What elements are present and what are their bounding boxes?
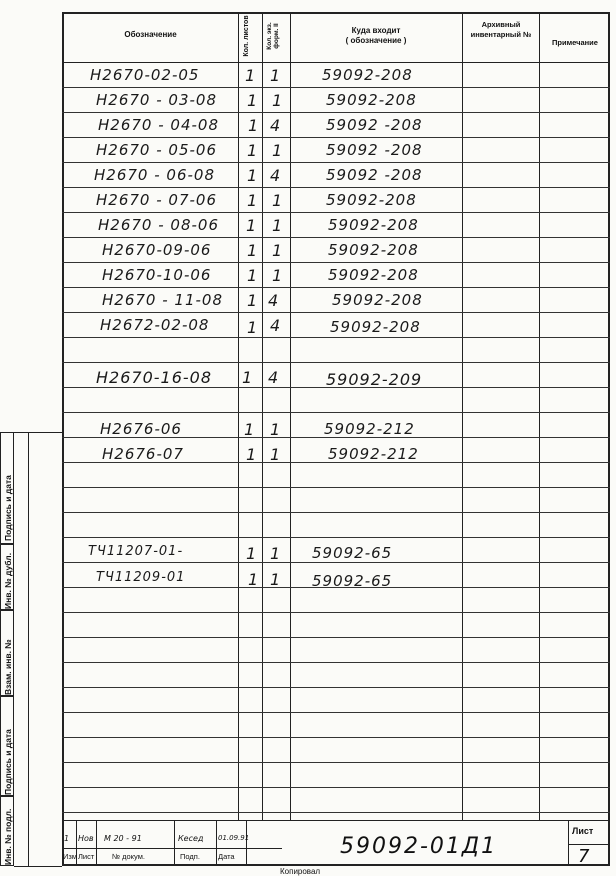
tb-izm-label: Изм [63, 852, 77, 861]
col-divider [290, 12, 291, 820]
strip-label: Инв. № дубл. [3, 552, 13, 609]
row-line [62, 412, 610, 413]
title-block-col [216, 820, 217, 866]
row-where-used: 59092-208 [322, 66, 413, 84]
sheet-number: 7 [578, 846, 590, 867]
row-line [62, 287, 610, 288]
row-where-used: 59092-208 [328, 266, 419, 284]
row-copies: 1 [272, 266, 283, 285]
row-line [62, 537, 610, 538]
tb-doc-label: № докум. [112, 852, 145, 861]
row-line [62, 762, 610, 763]
strip-signature-date [0, 696, 14, 796]
row-where-used: 59092 -208 [326, 166, 423, 184]
tb-izm-value: 1 [64, 834, 70, 843]
row-line [62, 162, 610, 163]
row-sheets: 1 [246, 445, 257, 464]
row-sheets: 1 [247, 291, 258, 310]
row-where-used: 59092-208 [328, 241, 419, 259]
row-line [62, 737, 610, 738]
tb-date-label: Дата [218, 852, 235, 861]
tb-list-value: Нов [78, 834, 94, 843]
row-where-used: 59092-208 [332, 291, 423, 309]
row-line [62, 712, 610, 713]
row-copies: 4 [270, 166, 281, 185]
header-archive: Архивный инвентарный № [470, 20, 532, 39]
row-sheets: 1 [246, 544, 257, 563]
strip-label: Взам. инв. № [3, 639, 13, 695]
row-designation: ТЧ11209-01 [96, 570, 186, 585]
row-copies: 4 [268, 291, 279, 310]
row-copies: 1 [272, 191, 283, 210]
row-line [62, 687, 610, 688]
row-copies: 4 [268, 368, 279, 387]
row-copies: 1 [270, 66, 281, 85]
header-where-used-sub: ( обозначение ) [345, 36, 407, 45]
strip-label: Подпись и дата [3, 475, 13, 541]
row-sheets: 1 [247, 241, 258, 260]
title-block-col [174, 820, 175, 866]
row-where-used: 59092-212 [328, 445, 419, 463]
row-copies: 1 [272, 216, 283, 235]
row-designation: Н2670 - 06-08 [94, 166, 215, 184]
title-block-col [568, 820, 569, 866]
row-copies: 1 [272, 241, 283, 260]
tb-list-label: Лист [78, 852, 95, 861]
row-sheets: 1 [247, 166, 258, 185]
row-copies: 4 [270, 316, 281, 335]
row-designation: Н2670 - 03-08 [96, 91, 217, 109]
strip-original-inventory [0, 796, 14, 866]
header-copies-label: Кол. экз. форм. II [266, 22, 280, 50]
document-code: 59092-01Д1 [340, 834, 498, 859]
row-where-used: 59092-209 [326, 370, 423, 389]
row-where-used: 59092-208 [328, 216, 419, 234]
row-designation: ТЧ11207-01- [88, 544, 184, 559]
sheet-label: Лист [572, 826, 594, 836]
row-where-used: 59092-65 [312, 572, 393, 590]
row-copies: 1 [270, 420, 281, 439]
row-line [62, 637, 610, 638]
row-where-used: 59092-208 [326, 91, 417, 109]
row-line [62, 262, 610, 263]
row-sheets: 1 [248, 570, 259, 589]
col-divider [462, 12, 463, 820]
strip-duplicate-inventory [0, 544, 14, 610]
header-divider [62, 62, 610, 63]
row-where-used: 59092 -208 [326, 116, 423, 134]
row-sheets: 1 [248, 116, 259, 135]
row-copies: 1 [270, 445, 281, 464]
row-where-used: 59092-65 [312, 544, 393, 562]
header-designation: Обозначение [124, 30, 177, 39]
strip-label: Подпись и дата [3, 729, 13, 795]
col-divider [539, 12, 540, 820]
row-sheets: 1 [247, 141, 258, 160]
row-designation: Н2670 - 05-06 [96, 141, 217, 159]
row-designation: Н2676-06 [100, 420, 182, 438]
row-line [62, 612, 610, 613]
row-copies: 1 [270, 570, 281, 589]
row-line [62, 787, 610, 788]
row-line [62, 187, 610, 188]
row-sheets: 1 [246, 216, 257, 235]
row-sheets: 1 [247, 266, 258, 285]
row-copies: 4 [270, 116, 281, 135]
row-where-used: 59092-208 [330, 318, 421, 336]
header-sheets-label: Кол. листов [243, 15, 250, 57]
row-copies: 1 [270, 544, 281, 563]
header-sheets [238, 14, 262, 60]
header-where-used-label: Куда входит [351, 26, 401, 35]
copied-by: Копировал [280, 867, 321, 876]
row-line [62, 237, 610, 238]
header-note: Примечание [552, 38, 598, 47]
row-sheets: 1 [247, 191, 258, 210]
row-designation: Н2670-10-06 [102, 266, 212, 284]
strip-divider [14, 432, 62, 433]
row-designation: Н2670 - 07-06 [96, 191, 217, 209]
row-designation: Н2676-07 [102, 445, 184, 463]
row-line [62, 487, 610, 488]
title-block-top [62, 820, 610, 821]
tb-doc-value: М 20 - 91 [104, 834, 142, 843]
row-where-used: 59092-212 [324, 420, 415, 438]
row-line [62, 362, 610, 363]
row-designation: Н2670 - 11-08 [102, 291, 223, 309]
row-sheets: 1 [247, 91, 258, 110]
row-copies: 1 [272, 141, 283, 160]
strip-divider [14, 866, 62, 867]
row-designation: Н2670-09-06 [102, 241, 212, 259]
title-block-col [96, 820, 97, 866]
row-sheets: 1 [247, 318, 258, 337]
tb-date-value: 01.09.91 [218, 834, 250, 842]
row-line [62, 662, 610, 663]
row-line [62, 212, 610, 213]
row-line [62, 512, 610, 513]
col-divider [238, 12, 239, 820]
header-copies [262, 14, 290, 60]
strip-label: Инв. № подл. [3, 808, 13, 865]
row-line [62, 562, 610, 563]
row-designation: Н2672-02-08 [100, 316, 210, 334]
strip-replaced-inventory [0, 610, 14, 696]
tb-sign-label: Подп. [180, 852, 200, 861]
row-sheets: 1 [245, 66, 256, 85]
row-line [62, 137, 610, 138]
header-where-used [292, 26, 460, 46]
row-line [62, 112, 610, 113]
row-designation: Н2670 - 04-08 [98, 116, 219, 134]
row-line [62, 812, 610, 813]
row-where-used: 59092 -208 [326, 141, 423, 159]
row-line [62, 312, 610, 313]
row-sheets: 1 [244, 420, 255, 439]
row-sheets: 1 [242, 368, 253, 387]
title-block-col [246, 820, 247, 866]
strip-divider [28, 432, 29, 866]
row-line [62, 87, 610, 88]
row-designation: Н2670-02-05 [90, 66, 200, 84]
col-divider [262, 12, 263, 820]
row-where-used: 59092-208 [326, 191, 417, 209]
row-line [62, 337, 610, 338]
row-designation: Н2670-16-08 [96, 368, 213, 387]
title-block-line [62, 848, 282, 849]
tb-sign-value: Кесед [178, 834, 204, 843]
row-designation: Н2670 - 08-06 [98, 216, 219, 234]
strip-signature-date-top [0, 432, 14, 544]
title-block-line [568, 844, 610, 845]
row-copies: 1 [272, 91, 283, 110]
